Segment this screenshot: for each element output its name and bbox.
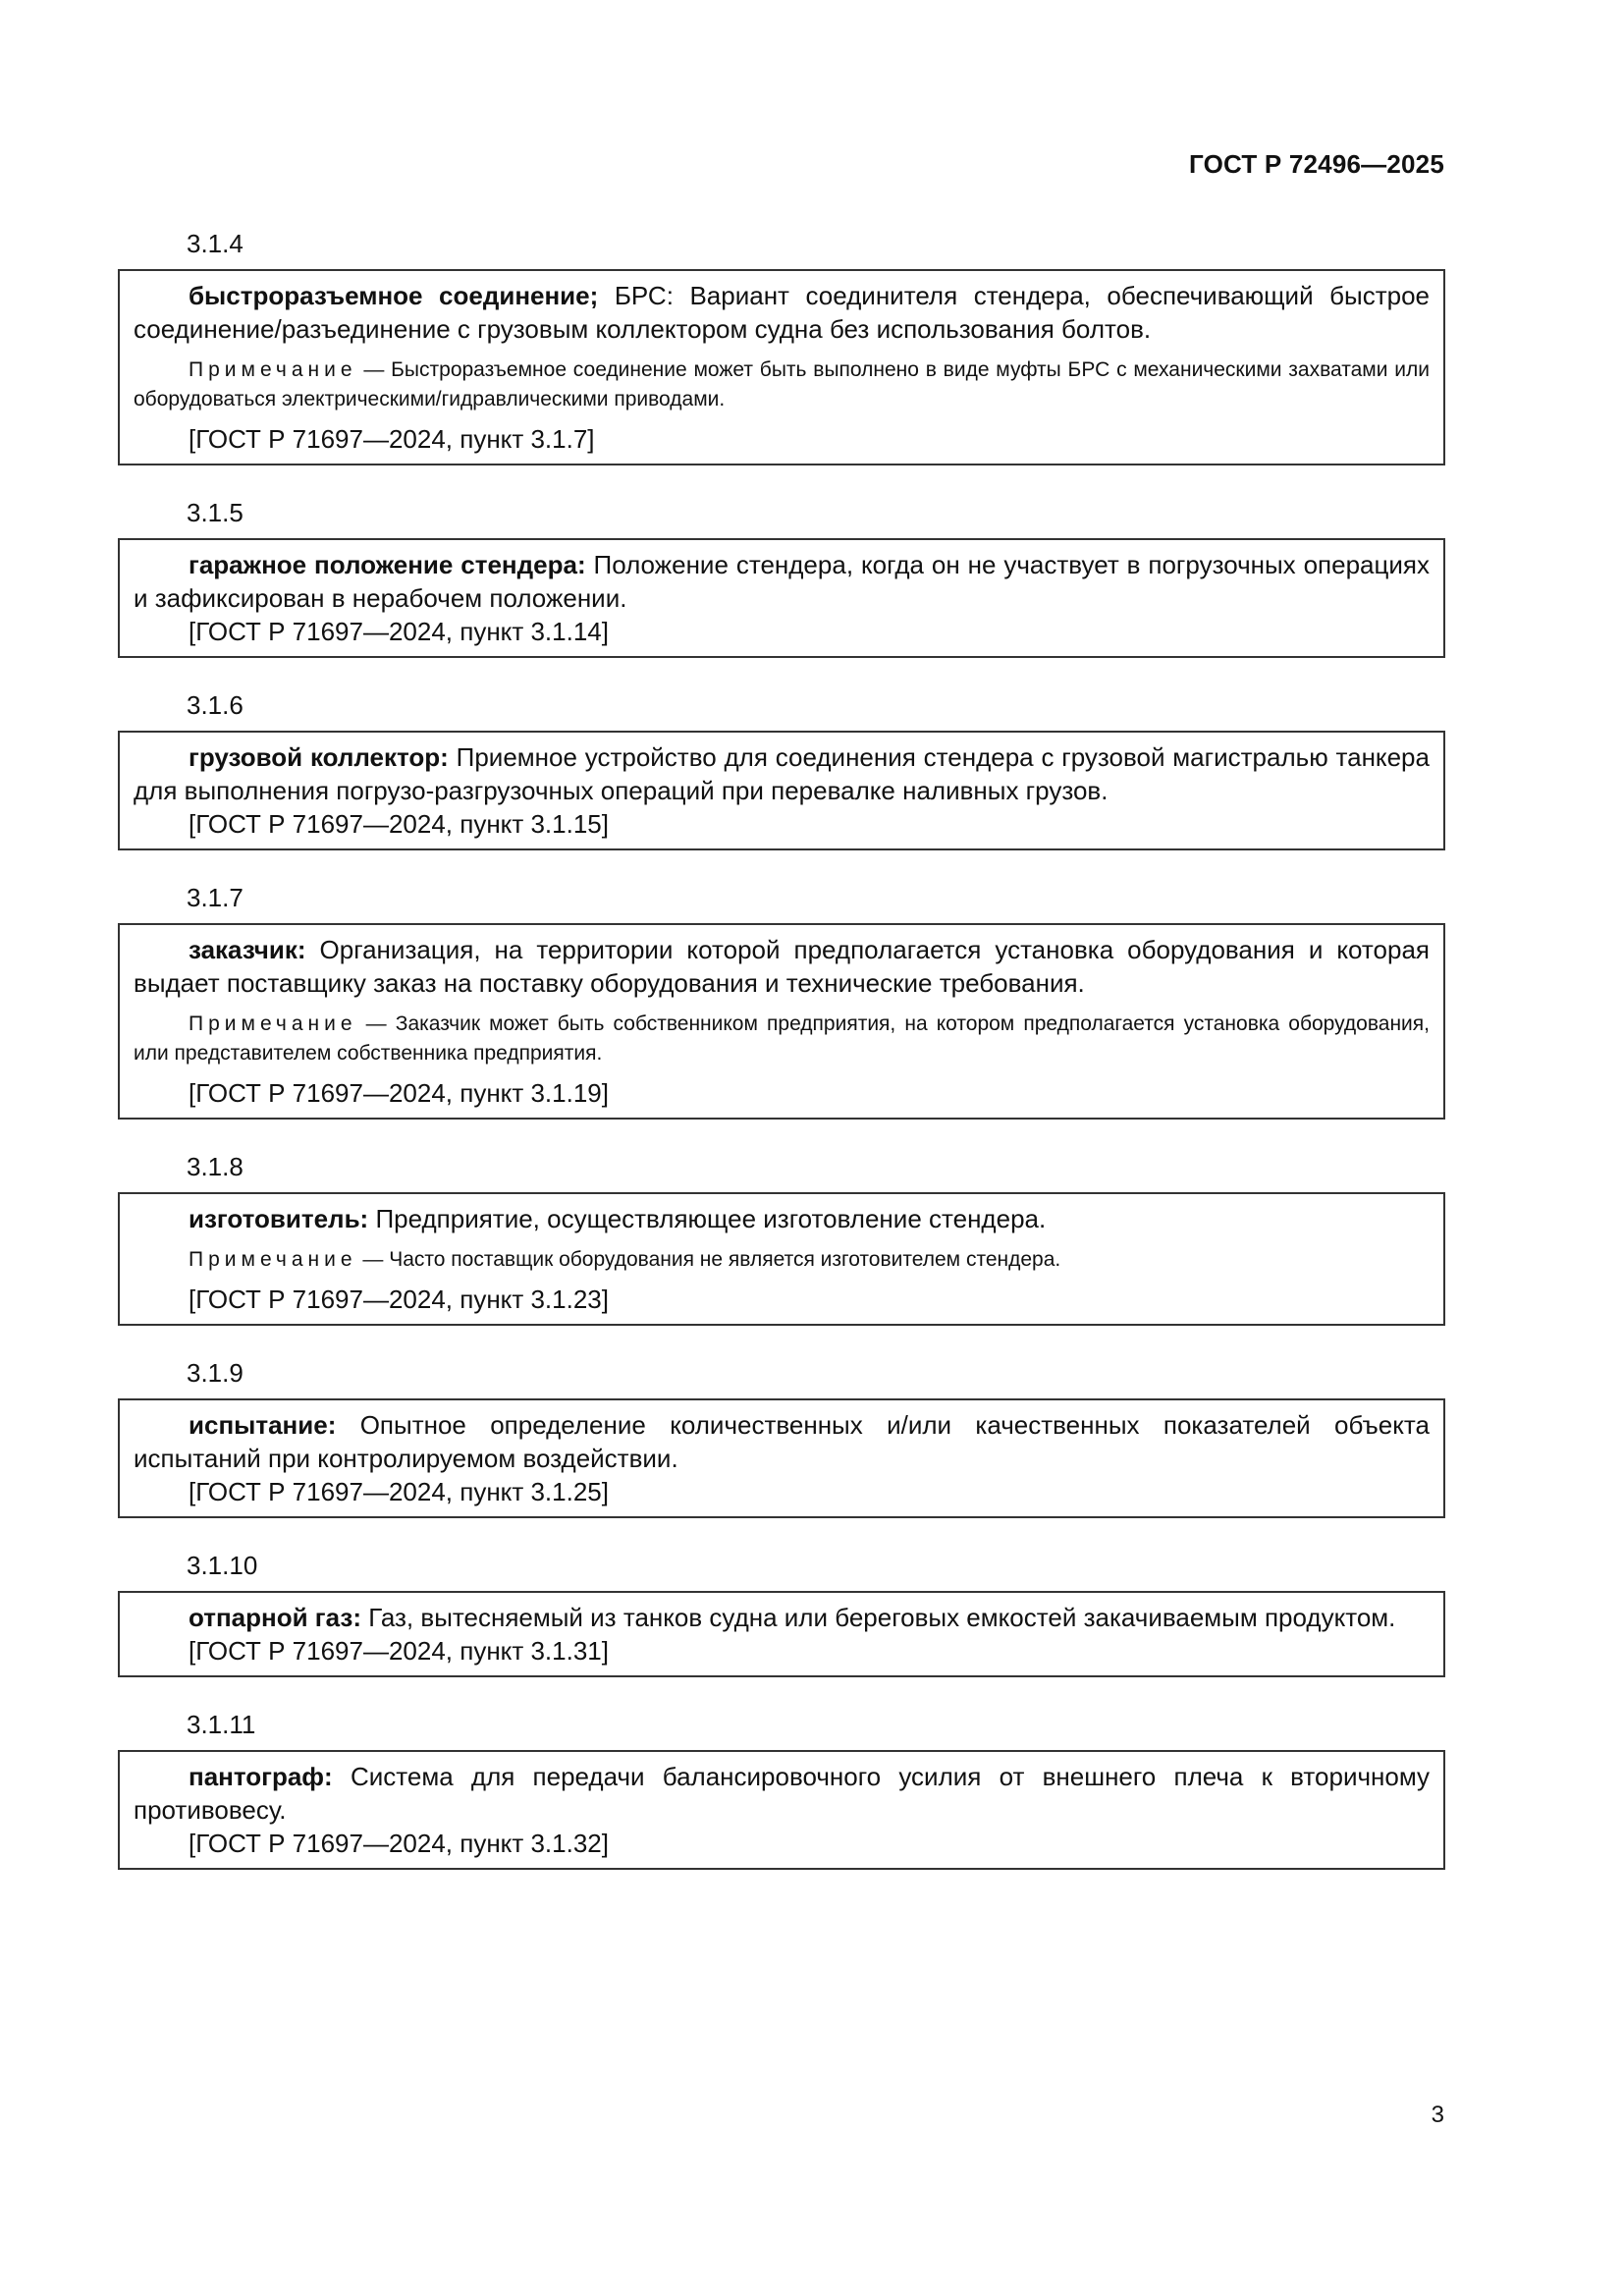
term-note	[134, 1010, 1430, 1068]
term-entry	[118, 731, 1445, 850]
term-name: грузовой коллектор:	[189, 742, 449, 772]
term-reference: [ГОСТ Р 71697—2024, пункт 3.1.25]	[189, 1477, 609, 1506]
term-reference: [ГОСТ Р 71697—2024, пункт 3.1.31]	[189, 1636, 609, 1666]
term-definition	[134, 1202, 1430, 1235]
term-number: 3.1.5	[187, 498, 243, 527]
definition-text: Приемное устройство для соединения стендера с грузовой магистралью танкера для выполнения погрузо-разгрузочных операций при перевалке наливных грузов.	[134, 742, 1430, 805]
definition-text: Предприятие, осуществляющее изготовление стендера.	[368, 1204, 1047, 1233]
term-entry	[118, 1591, 1445, 1677]
term-name: испытание:	[189, 1410, 337, 1440]
term-name: заказчик:	[189, 935, 306, 964]
term-entry	[118, 1750, 1445, 1870]
term-entry	[118, 923, 1445, 1120]
term-name: пантограф:	[189, 1762, 333, 1791]
note-text: — Быстроразъемное соединение может быть выполнено в виде муфты БРС с механическими захватами или оборудоваться электрическими/гидравлическими приводами.	[134, 358, 1430, 410]
term-note	[134, 1245, 1430, 1275]
document-header: ГОСТ Р 72496—2025	[1189, 149, 1444, 179]
term-reference: [ГОСТ Р 71697—2024, пункт 3.1.14]	[189, 617, 609, 646]
definition-text: Опытное определение количественных и/или качественных показателей объекта испытаний при контролируемом воздействии.	[134, 1410, 1430, 1473]
term-number: 3.1.8	[187, 1152, 243, 1181]
term-number: 3.1.4	[187, 229, 243, 258]
term-definition	[134, 933, 1430, 1000]
note-label: Примечание	[189, 358, 357, 381]
definition-text: Система для передачи балансировочного усилия от внешнего плеча к вторичному противовесу.	[134, 1762, 1430, 1825]
definition-text: Положение стендера, когда он не участвует в погрузочных операциях и зафиксирован в нерабочем положении.	[134, 550, 1430, 613]
term-number: 3.1.7	[187, 883, 243, 912]
term-definition	[134, 1760, 1430, 1827]
terms-list	[118, 228, 1445, 1901]
term-note	[134, 355, 1430, 414]
term-reference: [ГОСТ Р 71697—2024, пункт 3.1.23]	[189, 1285, 609, 1314]
term-number: 3.1.9	[187, 1358, 243, 1388]
term-definition	[134, 740, 1430, 807]
note-label: Примечание	[189, 1012, 357, 1035]
note-text: — Часто поставщик оборудования не является изготовителем стендера.	[356, 1248, 1061, 1271]
note-label: Примечание	[189, 1248, 357, 1271]
term-entry	[118, 538, 1445, 658]
term-reference: [ГОСТ Р 71697—2024, пункт 3.1.7]	[189, 424, 595, 454]
term-number: 3.1.10	[187, 1551, 258, 1580]
term-name: отпарной газ:	[189, 1603, 361, 1632]
term-reference: [ГОСТ Р 71697—2024, пункт 3.1.15]	[189, 809, 609, 839]
term-entry	[118, 1192, 1445, 1326]
term-name: гаражное положение стендера:	[189, 550, 586, 579]
term-definition	[134, 1408, 1430, 1475]
term-definition	[134, 548, 1430, 615]
definition-text: БРС: Вариант соединителя стендера, обеспечивающий быстрое соединение/разъединение с грузовым коллектором судна без использования болтов.	[134, 281, 1430, 344]
term-name: изготовитель:	[189, 1204, 369, 1233]
term-entry	[118, 1398, 1445, 1518]
term-definition	[134, 1601, 1430, 1634]
term-reference: [ГОСТ Р 71697—2024, пункт 3.1.32]	[189, 1829, 609, 1858]
term-entry	[118, 269, 1445, 465]
page-number: 3	[1431, 2102, 1444, 2128]
term-number: 3.1.6	[187, 690, 243, 720]
definition-text: Организация, на территории которой предполагается установка оборудования и которая выдает поставщику заказ на поставку оборудования и технические требования.	[134, 935, 1430, 998]
definition-text: Газ, вытесняемый из танков судна или береговых емкостей закачиваемым продуктом.	[361, 1603, 1396, 1632]
term-reference: [ГОСТ Р 71697—2024, пункт 3.1.19]	[189, 1078, 609, 1108]
term-definition	[134, 279, 1430, 346]
note-text: — Заказчик может быть собственником предприятия, на котором предполагается установка оборудования, или представителем собственника предприятия.	[134, 1012, 1430, 1065]
term-number: 3.1.11	[187, 1710, 256, 1739]
term-name: быстроразъемное соединение;	[189, 281, 599, 310]
